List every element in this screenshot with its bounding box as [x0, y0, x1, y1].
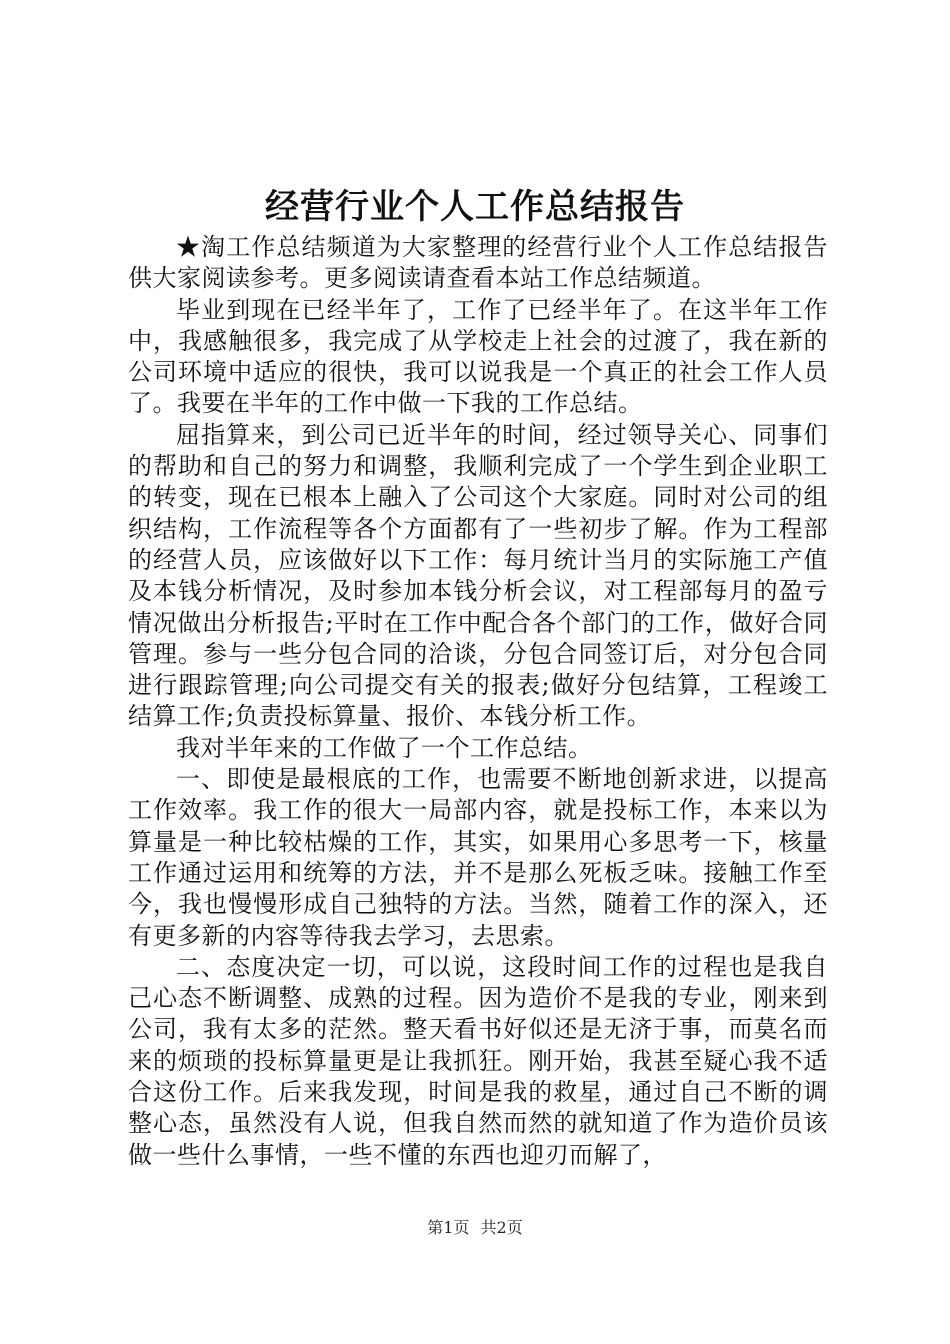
paragraph-point-two: 二、态度决定一切，可以说，这段时间工作的过程也是我自己心态不断调整、成熟的过程。因为造价不是我的专业，刚来到公司，我有太多的茫然。整天看书好似还是无济于事，而莫名而来的烦琐的投标算量更是让我抓狂。刚开始，我甚至疑心我不适合这份工作。后来我发现，时间是我的救星，通过自己不断的调整心态，虽然没有人说，但我自然而然的就知道了作为造价员该做一些什么事情，一些不懂的东西也迎刃而解了， [128, 952, 828, 1169]
page-number-total: 共2页 [480, 1218, 523, 1237]
document-body [128, 232, 828, 1171]
document-title: 经营行业个人工作总结报告 [265, 187, 685, 227]
paragraph-summary-lead: 我对半年来的工作做了一个工作总结。 [176, 733, 593, 762]
page-footer [0, 1216, 950, 1240]
paragraph-point-one: 一、即使是最根底的工作，也需要不断地创新求进，以提高工作效率。我工作的很大一局部内容，就是投标工作，本来以为算量是一种比较枯燥的工作，其实，如果用心多思考一下，核量工作通过运用和统筹的方法，并不是那么死板乏味。接触工作至今，我也慢慢形成自己独特的方法。当然，随着工作的深入，还有更多新的内容等待我去学习，去思索。 [128, 765, 828, 950]
paragraph-duties: 屈指算来，到公司已近半年的时间，经过领导关心、同事们的帮助和自己的努力和调整，我顺利完成了一个学生到企业职工的转变，现在已根本上融入了公司这个大家庭。同时对公司的组织结构，工作流程等各个方面都有了一些初步了解。作为工程部的经营人员，应该做好以下工作：每月统计当月的实际施工产值及本钱分析情况，及时参加本钱分析会议，对工程部每月的盈亏情况做出分析报告;平时在工作中配合各个部门的工作，做好合同管理。参与一些分包合同的洽谈，分包合同签订后，对分包合同进行跟踪管理;向公司提交有关的报表;做好分包结算，工程竣工结算工作;负责投标算量、报价、本钱分析工作。 [128, 420, 828, 731]
paragraph-graduation: 毕业到现在已经半年了，工作了已经半年了。在这半年工作中，我感触很多，我完成了从学校走上社会的过渡了，我在新的公司环境中适应的很快，我可以说我是一个真正的社会工作人员了。我要在半年的工作中做一下我的工作总结。 [128, 295, 828, 418]
page-number-current: 第1页 [427, 1218, 470, 1237]
paragraph-intro: ★淘工作总结频道为大家整理的经营行业个人工作总结报告供大家阅读参考。更多阅读请查看本站工作总结频道。 [128, 233, 828, 293]
